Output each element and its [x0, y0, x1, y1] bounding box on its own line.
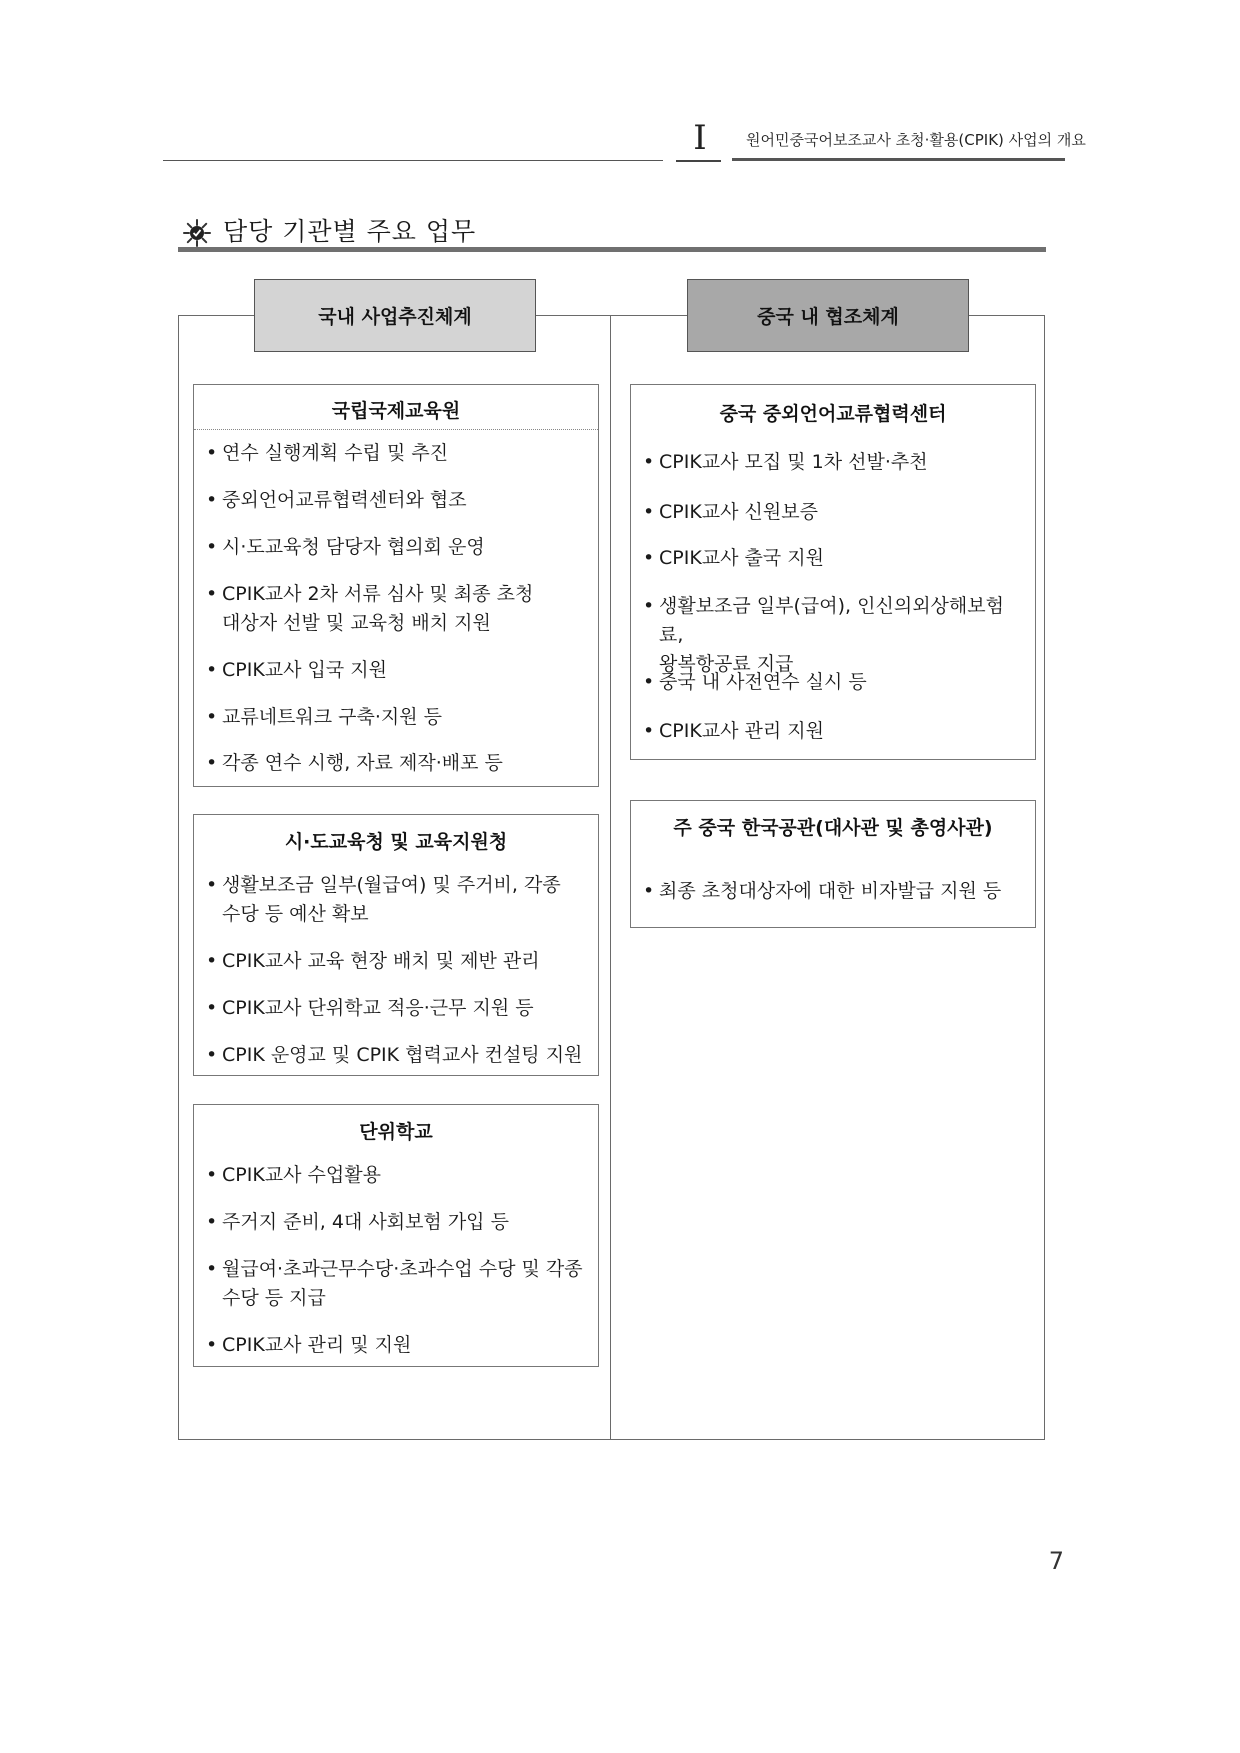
list-item: • 월급여·초과근무수당·초과수업 수당 및 각종 수당 등 지급	[206, 1258, 583, 1309]
box-title: 단위학교	[359, 1121, 433, 1143]
list-item: • 생활보조금 일부(급여), 인신의외상해보험료, 왕복항공료 지급	[643, 595, 1004, 675]
list-item: • CPIK교사 신원보증	[643, 501, 818, 523]
chapter-numeral: I	[693, 118, 707, 158]
list-item: • 각종 연수 시행, 자료 제작·배포 등	[206, 752, 503, 774]
header-rule-mid	[676, 160, 721, 162]
box-title: 중국 중외언어교류협력센터	[719, 403, 947, 425]
china-column-header: 중국 내 협조체계	[687, 279, 969, 352]
section-rule	[178, 247, 1046, 252]
list-item: • CPIK교사 단위학교 적응·근무 지원 등	[206, 997, 534, 1019]
list-item: • CPIK교사 관리 및 지원	[206, 1334, 412, 1356]
list-item: • 연수 실행계획 수립 및 추진	[206, 442, 449, 464]
list-item: • CPIK교사 2차 서류 심사 및 최종 초청 대상자 선발 및 교육청 배치 지원	[206, 583, 534, 634]
list-item: • CPIK교사 모집 및 1차 선발·추천	[643, 451, 928, 473]
running-title: 원어민중국어보조교사 초청·활용(CPIK) 사업의 개요	[746, 131, 1086, 149]
list-item: • 중외언어교류협력센터와 협조	[206, 489, 467, 511]
column-divider	[610, 315, 611, 1440]
list-item: • CPIK교사 교육 현장 배치 및 제반 관리	[206, 950, 540, 972]
box-education-office	[193, 814, 599, 1076]
box-clec-center	[630, 384, 1036, 760]
box-niied	[193, 384, 599, 787]
list-item: • 중국 내 사전연수 실시 등	[643, 671, 867, 693]
list-item: • CPIK교사 입국 지원	[206, 659, 387, 681]
box-title: 주 중국 한국공관(대사관 및 총영사관)	[673, 817, 993, 839]
box-title-separator	[194, 429, 598, 430]
list-item: • CPIK교사 수업활용	[206, 1164, 381, 1186]
box-title: 시·도교육청 및 교육지원청	[284, 831, 508, 853]
list-item: • 생활보조금 일부(월급여) 및 주거비, 각종 수당 등 예산 확보	[206, 874, 561, 925]
sun-bullet-icon	[183, 219, 211, 247]
list-item: • CPIK 운영교 및 CPIK 협력교사 컨설팅 지원	[206, 1044, 583, 1066]
page-number: 7	[1048, 1547, 1064, 1575]
list-item: • 교류네트워크 구축·지원 등	[206, 706, 443, 728]
list-item: • 시·도교육청 담당자 협의회 운영	[206, 536, 485, 558]
header-rule-right	[732, 158, 1065, 161]
list-item: • 최종 초청대상자에 대한 비자발급 지원 등	[643, 880, 1002, 902]
section-title: 담당 기관별 주요 업무	[223, 217, 477, 246]
list-item: • 주거지 준비, 4대 사회보험 가입 등	[206, 1211, 509, 1233]
box-title: 국립국제교육원	[331, 400, 461, 422]
domestic-column-header: 국내 사업추진체계	[254, 279, 536, 352]
list-item: • CPIK교사 관리 지원	[643, 720, 824, 742]
box-school	[193, 1104, 599, 1367]
header-rule-left	[163, 160, 663, 161]
box-korean-mission	[630, 800, 1036, 928]
list-item: • CPIK교사 출국 지원	[643, 547, 824, 569]
